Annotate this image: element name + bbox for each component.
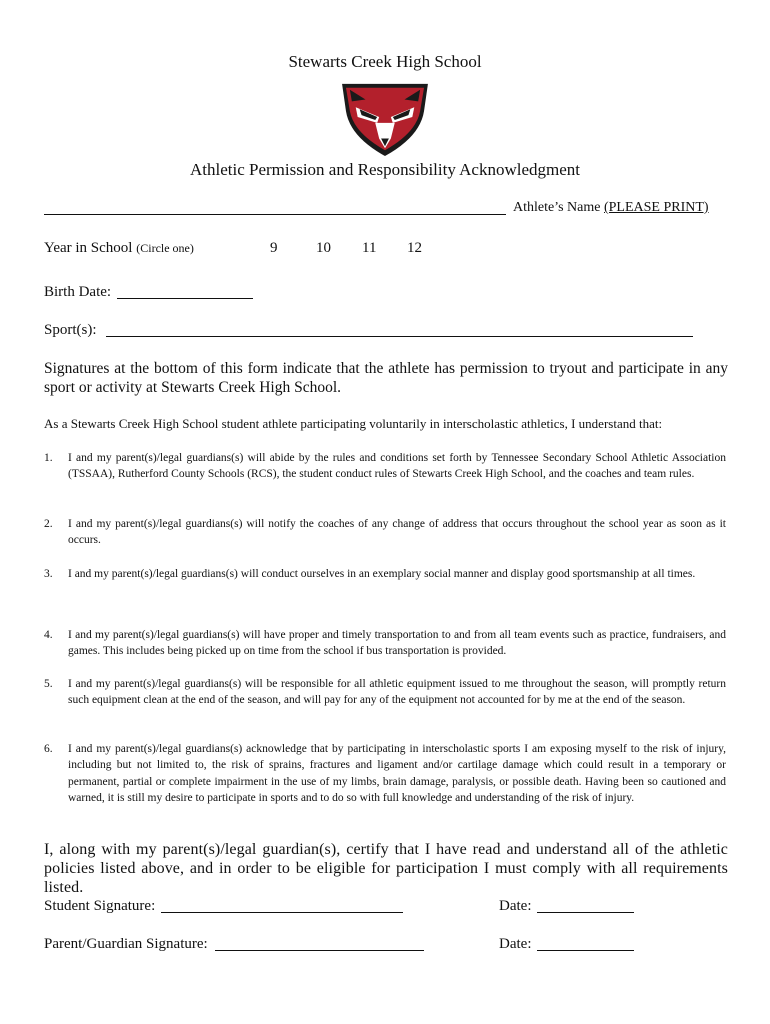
item-number: 4. [44,629,53,641]
form-title: Athletic Permission and Responsibility Acknowledgment [189,160,581,179]
parent-signature-label: Parent/Guardian Signature: [44,936,208,952]
item-number: 2. [44,518,53,530]
school-name: Stewarts Creek High School [288,52,482,71]
year-option-10[interactable]: 10 [316,240,331,256]
student-signature-label: Student Signature: [44,898,156,914]
sports-label: Sport(s): [44,322,97,338]
redhawk-logo-icon [336,78,434,158]
signature-statement: Signatures at the bottom of this form indicate that the athlete has permission to tryout and participate in any sport or activity at Stewarts Creek High School. [44,360,728,396]
year-label: Year in School [44,240,133,256]
item-text: I and my parent(s)/legal guardians(s) will have proper and timely transportation to and from all team events such as practice, fundraisers, and games. This includes being picked up on time from the school if bus transportation is provided. [68,629,726,658]
item-text: I and my parent(s)/legal guardians(s) acknowledge that by participating in interscholastic sports I am exposing myself to the risk of injury, including but not limited to, the risk of sprains, fractures and ligament and/or cartilage damage which could result in a temporary or permanent, partial or complete impairment in the use of my limbs, brain damage, paralysis, or possible death. Having been so cautioned and warned, it is still my desire to participate in sports and to do so with full knowledge and understanding of the risk of injury. [68,743,726,804]
student-date-label: Date: [499,898,532,914]
student-date-field[interactable] [537,912,634,913]
parent-date-field[interactable] [537,950,634,951]
item-number: 1. [44,452,53,464]
parent-date-label: Date: [499,936,532,952]
item-text: I and my parent(s)/legal guardians(s) will be responsible for all athletic equipment issued to me throughout the season, will promptly return such equipment clean at the end of the season, and will pay for any of the equipment not accounted for by me at the end of the season. [68,678,726,707]
year-hint: (Circle one) [136,241,194,255]
certification-statement: I, along with my parent(s)/legal guardian(s), certify that I have read and understand all of the athletic policies listed above, and in order to be eligible for participation I must comply with all requirements listed. [44,841,728,896]
year-option-11[interactable]: 11 [362,240,377,256]
item-number: 6. [44,743,53,755]
athlete-name-field[interactable] [44,214,506,215]
year-in-school [44,240,194,257]
item-text: I and my parent(s)/legal guardians(s) will abide by the rules and conditions set forth by Tennessee Secondary School Athletic Association (TSSAA), Rutherford County Schools (RCS), the student conduct rules of Stewarts Creek High School, and the coaches and team rules. [68,452,726,481]
athlete-name-hint: (PLEASE PRINT) [603,200,709,215]
item-number: 3. [44,568,53,580]
item-text: I and my parent(s)/legal guardians(s) will conduct ourselves in an exemplary social manner and display good sportsmanship at all times. [68,568,696,580]
item-number: 5. [44,678,53,690]
year-option-9[interactable]: 9 [270,240,278,256]
birth-date-label: Birth Date: [44,284,112,300]
parent-signature-field[interactable] [215,950,424,951]
athlete-name-label-text: Athlete’s Name [513,200,601,215]
birth-date-field[interactable] [117,298,253,299]
item-text: I and my parent(s)/legal guardians(s) will notify the coaches of any change of address that occurs throughout the school year as soon as it occurs. [68,518,726,547]
athlete-name-label [513,200,709,216]
year-option-12[interactable]: 12 [407,240,422,256]
lead-in-text: As a Stewarts Creek High School student athlete participating voluntarily in interscholastic athletics, I understand that: [44,416,663,431]
sports-field[interactable] [106,336,693,337]
student-signature-field[interactable] [161,912,403,913]
